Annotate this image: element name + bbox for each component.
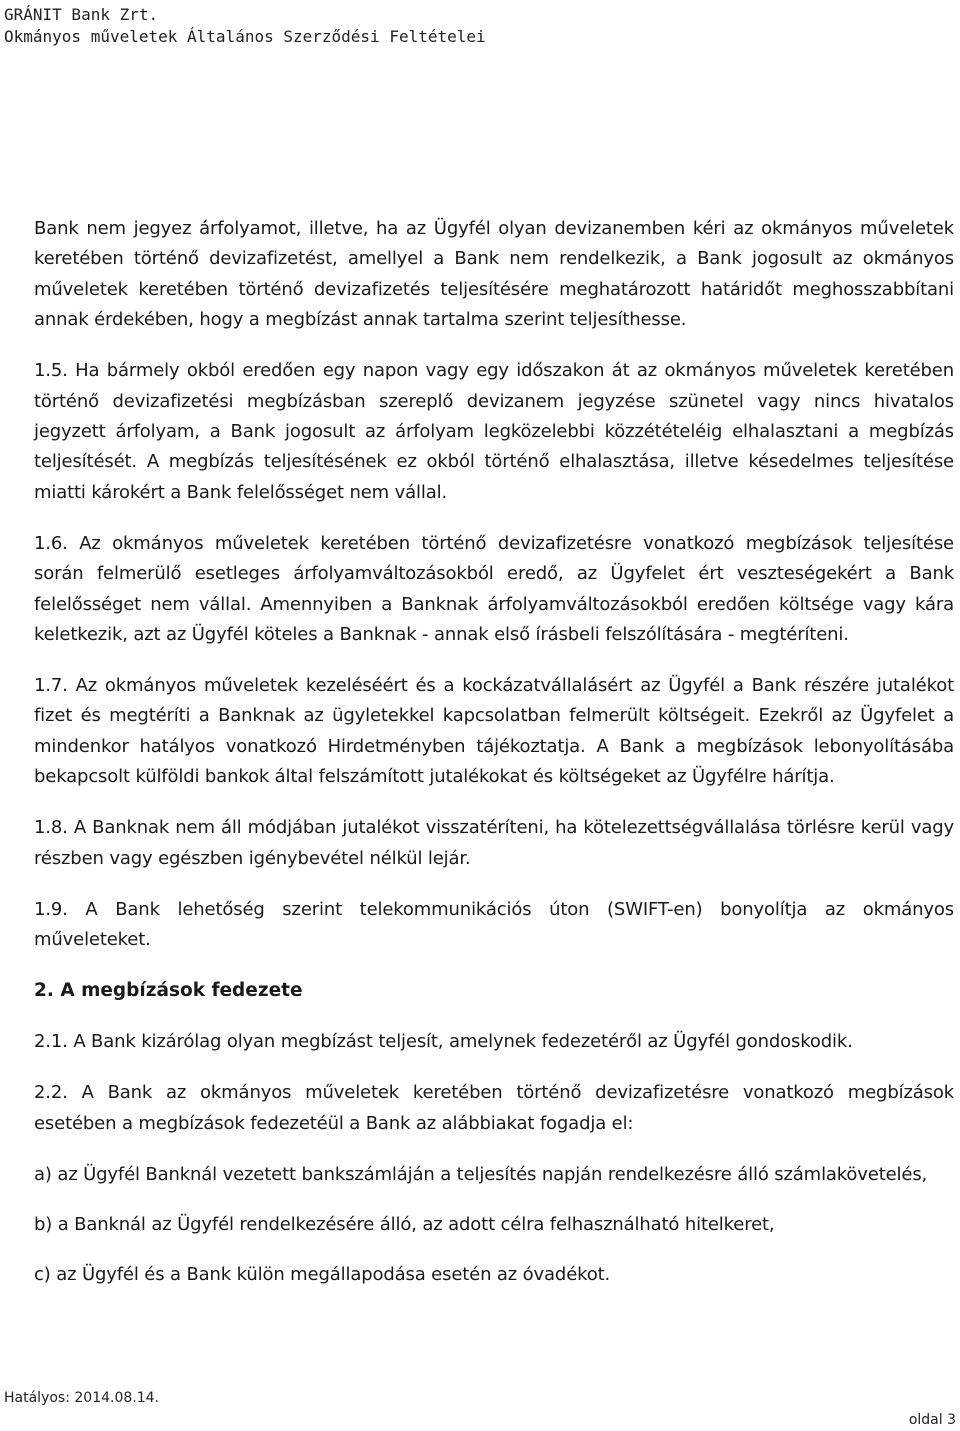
list-item-a: a) az Ügyfél Banknál vezetett bankszámláján a teljesítés napján rendelkezésre álló számlakövetelés,	[34, 1163, 928, 1185]
section-heading-2: 2. A megbízások fedezete	[34, 980, 303, 1002]
page-header	[4, 4, 486, 48]
company-name: GRÁNIT Bank Zrt.	[4, 5, 159, 24]
paragraph-2-1: 2.1. A Bank kizárólag olyan megbízást teljesít, amelynek fedezetéről az Ügyfél gondoskodik.	[34, 1031, 853, 1053]
paragraph-1-9: 1.9. A Bank lehetőség szerint telekommunikációs úton (SWIFT-en) bonyolítja az okmányos műveleteket.	[34, 898, 954, 951]
paragraph-1-6: 1.6. Az okmányos műveletek keretében történő devizafizetésre vonatkozó megbízások teljesítése során felmerülő esetleges árfolyamváltozásokból eredő, az Ügyfelet ért veszteségekért a Bank felelősséget nem vállal. Amennyiben a Banknak árfolyamváltozásokból eredően költsége vagy kára keletkezik, azt az Ügyfél köteles a Banknak - annak első írásbeli felszólítására - megtéríteni.	[34, 532, 954, 646]
document-title: Okmányos műveletek Általános Szerződési Feltételei	[4, 27, 486, 46]
list-item-b: b) a Banknál az Ügyfél rendelkezésére álló, az adott célra felhasználható hitelkeret,	[34, 1213, 775, 1235]
paragraph-1-5: 1.5. Ha bármely okból eredően egy napon vagy egy időszakon át az okmányos műveletek keretében történő devizafizetési megbízásban szereplő devizanem jegyzése szünetel vagy nincs hivatalos jegyzett árfolyam, a Bank jogosult az árfolyam legközelebbi közzétételéig elhalasztani a megbízás teljesítését. A megbízás teljesítésének ez okból történő elhalasztása, illetve késedelmes teljesítése miatti károkért a Bank felelősséget nem vállal.	[34, 360, 954, 503]
paragraph-intro: Bank nem jegyez árfolyamot, illetve, ha az Ügyfél olyan devizanemben kéri az okmányos műveletek keretében történő devizafizetést, amellyel a Bank nem rendelkezik, a Bank jogosult az okmányos műveletek keretében történő devizafizetés teljesítésére meghatározott határidőt meghosszabbítani annak érdekében, hogy a megbízást annak tartalma szerint teljesíthesse.	[34, 218, 954, 331]
document-body	[34, 214, 954, 1311]
paragraph-1-7: 1.7. Az okmányos műveletek kezeléséért és a kockázatvállalásért az Ügyfél a Bank részére jutalékot fizet és megtéríti a Banknak az ügyletekkel kapcsolatban felmerült költségeit. Ezekről az Ügyfelet a mindenkor hatályos vonatkozó Hirdetményben tájékoztatja. A Bank a megbízások lebonyolításába bekapcsolt külföldi bankok által felszámított jutalékokat és költségeket az Ügyfélre hárítja.	[34, 675, 954, 788]
page-number: oldal 3	[908, 1412, 956, 1428]
effective-date: Hatályos: 2014.08.14.	[4, 1390, 159, 1406]
paragraph-2-2: 2.2. A Bank az okmányos műveletek keretében történő devizafizetésre vonatkozó megbízások esetében a megbízások fedezetéül a Bank az alábbiakat fogadja el:	[34, 1082, 954, 1134]
list-item-c: c) az Ügyfél és a Bank külön megállapodása esetén az óvadékot.	[34, 1264, 611, 1286]
paragraph-1-8: 1.8. A Banknak nem áll módjában jutalékot visszatéríteni, ha kötelezettségvállalása törlésre kerül vagy részben vagy egészben igénybevétel nélkül lejár.	[34, 817, 954, 869]
